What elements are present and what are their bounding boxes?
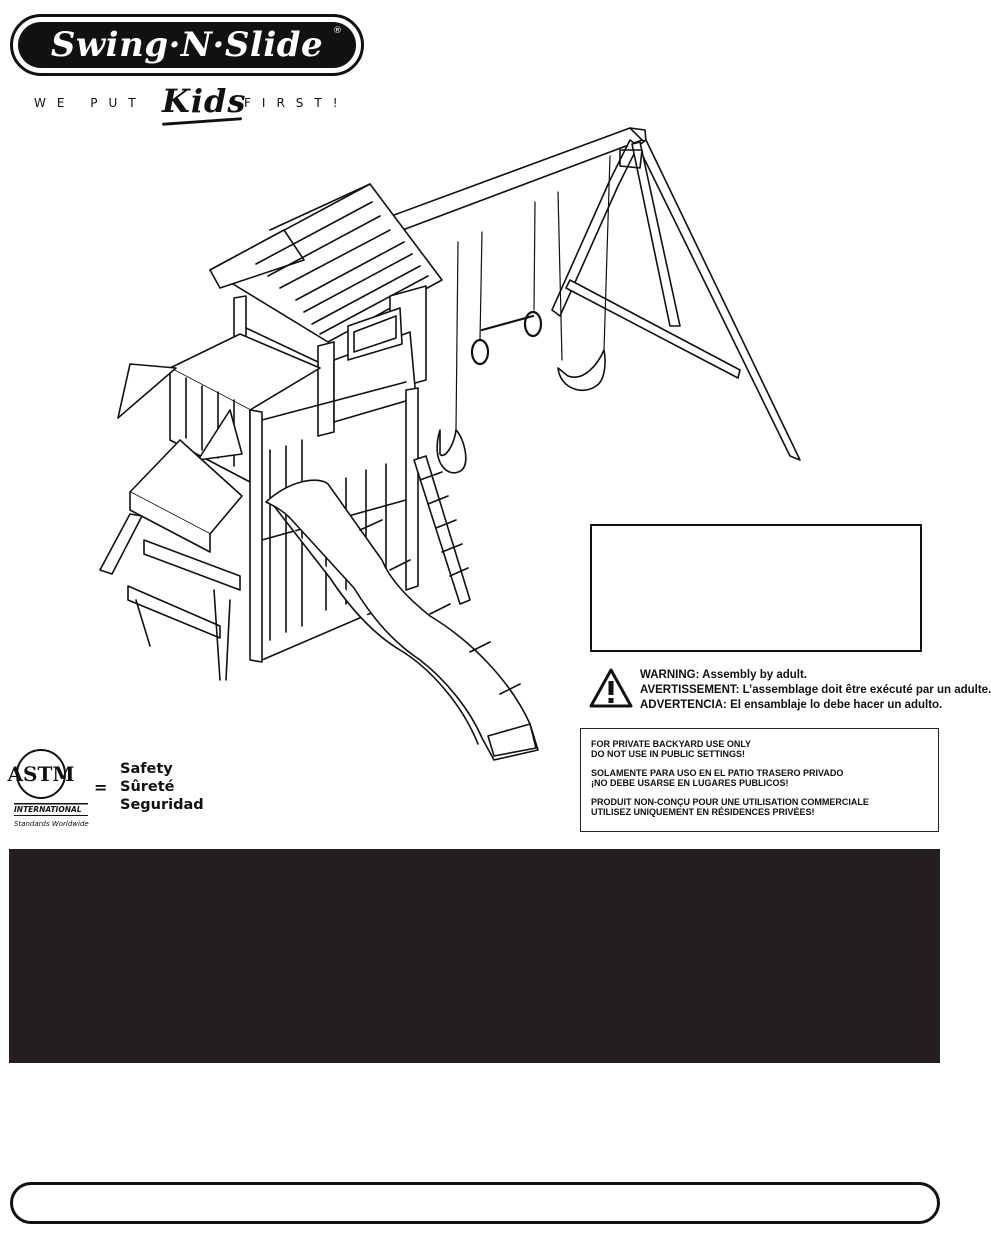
safety-en: Safety — [120, 761, 173, 777]
tagline-right: FIRST! — [244, 96, 349, 110]
black-title-band — [9, 849, 940, 1063]
safety-es: Seguridad — [120, 797, 204, 813]
a-frame — [552, 140, 800, 460]
brand-logo-text: Swing·N·Slide — [50, 25, 324, 65]
tagline-kids: Kids — [162, 82, 247, 120]
warning-es: ADVERTENCIA: El ensamblaje lo debe hacer un adulto. — [640, 699, 943, 711]
warning-triangle-icon — [588, 667, 634, 709]
astm-logo-letters: ASTM — [7, 762, 75, 786]
astm-standards: Standards Worldwide — [14, 820, 89, 828]
slide — [266, 480, 538, 760]
private-use-fr-1: PRODUIT NON-CONÇU POUR UNE UTILISATION COMMERCIALE — [591, 797, 869, 807]
astm-logo-icon — [7, 745, 94, 830]
private-use-en — [591, 739, 928, 759]
belt-swings — [437, 350, 605, 473]
warning-fr: AVERTISSEMENT: L’assemblage doit être exécuté par un adulte. — [640, 684, 991, 696]
safety-fr: Sûreté — [120, 779, 175, 795]
brand-logo — [10, 14, 364, 76]
astm-equals: = — [94, 778, 108, 797]
private-use-en-2: DO NOT USE IN PUBLIC SETTINGS! — [591, 749, 746, 759]
private-use-fr-2: UTILISEZ UNIQUEMENT EN RÉSIDENCES PRIVÉES! — [591, 807, 815, 817]
registered-mark: ® — [333, 26, 342, 36]
astm-international: INTERNATIONAL — [14, 805, 82, 814]
ladder — [414, 456, 470, 604]
brand-logo-inner — [18, 22, 356, 68]
private-use-en-1: FOR PRIVATE BACKYARD USE ONLY — [591, 739, 752, 749]
footer-rounded-box — [10, 1182, 940, 1224]
warning-en: WARNING: Assembly by adult. — [640, 669, 807, 681]
assembly-warning — [640, 668, 991, 713]
safety-words — [120, 760, 204, 814]
private-use-es-2: ¡NO DEBE USARSE EN LUGARES PUBLICOS! — [591, 778, 789, 788]
trapeze-rings — [472, 312, 541, 364]
private-use-es-1: SOLAMENTE PARA USO EN EL PATIO TRASERO PRIVADO — [591, 768, 844, 778]
blank-label-box — [590, 524, 922, 652]
picnic-canopy — [100, 440, 242, 680]
private-use-fr — [591, 797, 928, 817]
tagline-left: WE PUT — [34, 96, 147, 110]
private-use-es — [591, 768, 928, 788]
private-use-notice — [580, 728, 939, 832]
